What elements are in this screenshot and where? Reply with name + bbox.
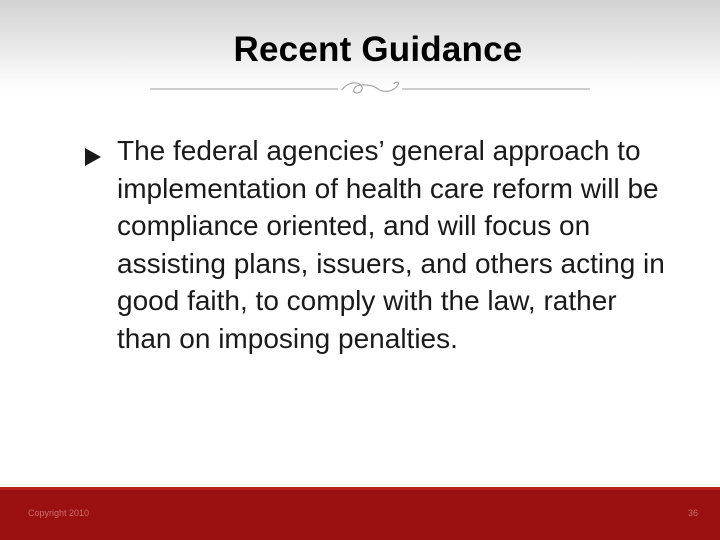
slide-number: 36 bbox=[687, 508, 698, 518]
triangle-arrow-icon bbox=[82, 146, 104, 168]
slide-title: Recent Guidance bbox=[233, 30, 523, 69]
title-flourish-divider bbox=[150, 78, 590, 100]
bullet-text: The federal agencies’ general approach to implementation of health care reform will be compliance oriented, and will focus on assisting plans, issuers, and others acting in good faith, to comply with the law, rather than on imposing penalties. bbox=[117, 135, 665, 354]
footer-copyright: Copyright 2010 bbox=[28, 508, 90, 518]
footer-band bbox=[0, 487, 720, 540]
